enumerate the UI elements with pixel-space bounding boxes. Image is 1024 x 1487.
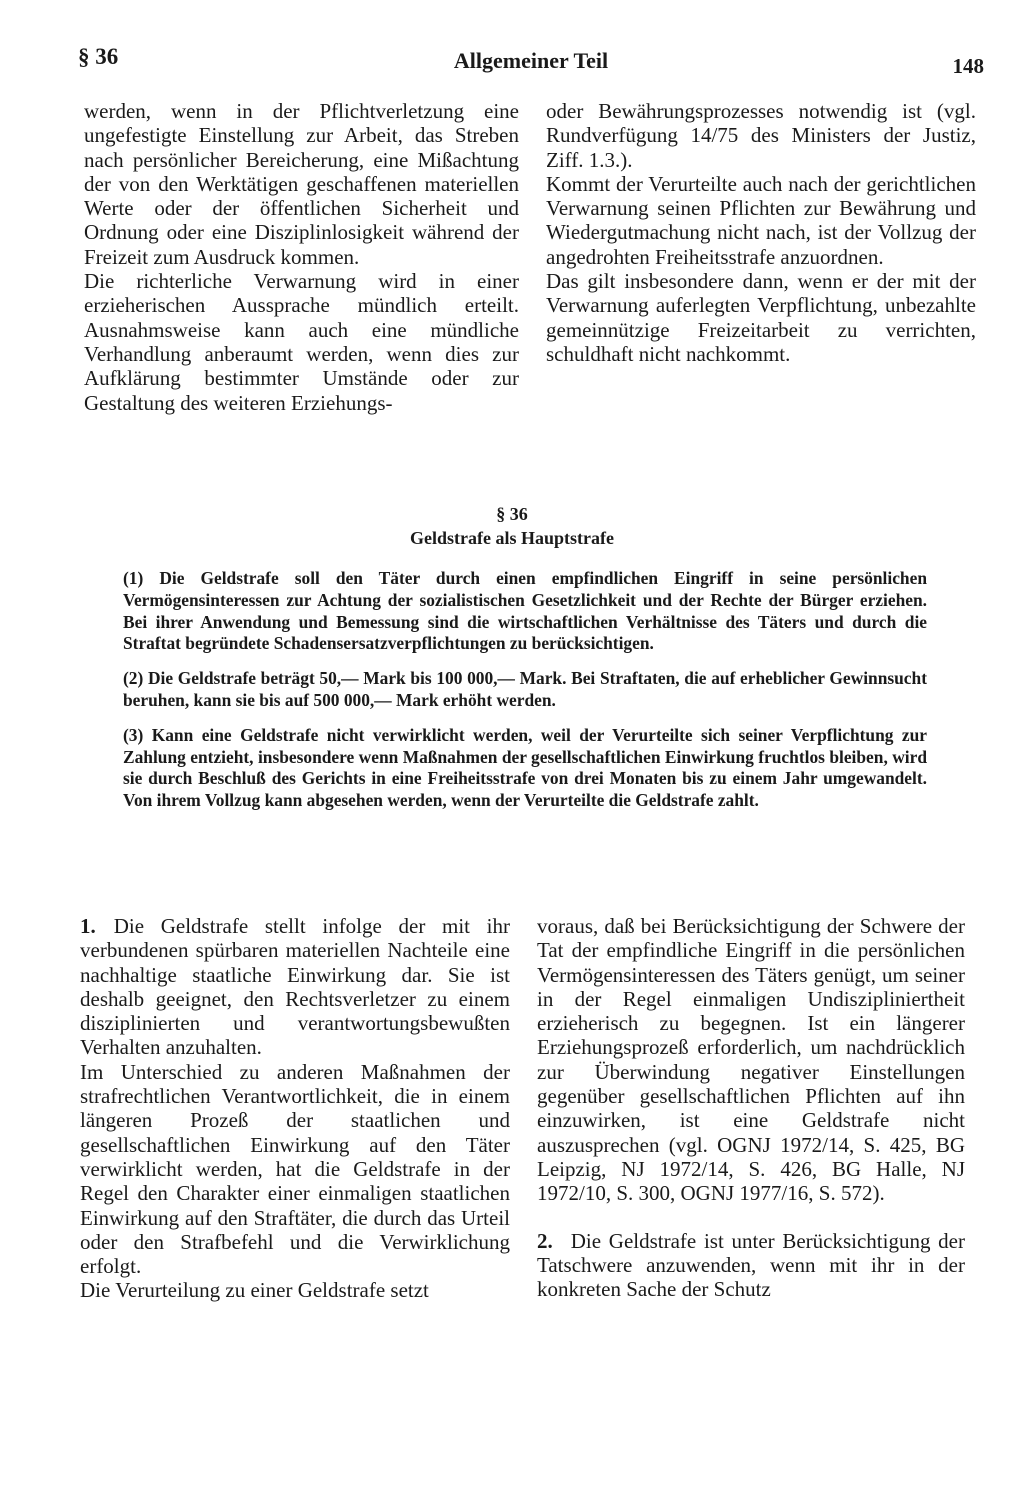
text-paragraph: Kommt der Verurteilte auch nach der gerichtlichen Verwarnung seinen Pflichten zur Bewährung und Wiedergutmachung nicht nach, ist der Vollzug der angedrohten Freiheitsstrafe anzuordnen. [546, 171, 976, 269]
commentary-text: Die Geldstrafe ist unter Berücksichtigung der Tatschwere anzuwenden, wenn mit ihr in der konkreten Sache der Schutz [537, 1228, 965, 1302]
text-paragraph: werden, wenn in der Pflichtverletzung eine ungefestigte Einstellung zur Arbeit, das Streben nach persönlicher Bereicherung, eine Mißachtung der von den Werktätigen geschaffenen materiellen Werte oder der öffentlichen Sicherheit und Ordnung oder eine Disziplinlosigkeit während der Freizeit zum Ausdruck kommen. [84, 99, 519, 269]
commentary-item-1 [80, 914, 510, 1060]
header-section-ref: § 36 [78, 44, 119, 69]
text-paragraph: Im Unterschied zu anderen Maßnahmen der strafrechtlichen Verantwortlichkeit, die in einem längeren Prozeß der staatlichen und gesellschaftlichen Einwirkung auf den Täter verwirklicht werden, hat die Geldstrafe in der Regel den Charakter einer einmaligen staatlichen Einwirkung auf den Straftäter, die durch das Urteil oder den Strafbefehl und die Verwirklichung erfolgt. [80, 1059, 510, 1279]
statute-paragraphs [123, 568, 927, 825]
text-paragraph: Das gilt insbesondere dann, wenn er der mit der Verwarnung auferlegten Verpflichtung, unbezahlte gemeinnützige Freizeitarbeit zu verrichten, schuldhaft nicht nachkommt. [546, 269, 976, 366]
section-title: Geldstrafe als Hauptstrafe [410, 528, 614, 548]
header-title: Allgemeiner Teil [453, 48, 609, 73]
top-right-column [546, 99, 976, 366]
statute-paragraph: (3) Kann eine Geldstrafe nicht verwirklicht werden, weil der Verurteilte sich seiner Verpflichtung zur Zahlung entzieht, insbesondere wenn Maßnahmen der gesellschaftlichen Einwirkung fruchtlos bleiben, wird sie durch Beschluß des Gerichts in eine Freiheitsstrafe von drei Monaten bis zu einem Jahr umgewandelt. Von ihrem Vollzug kann abgesehen werden, wenn der Verurteilte die Geldstrafe zahlt. [123, 724, 927, 811]
statute-paragraph: (1) Die Geldstrafe soll den Täter durch einen empfindlichen Eingriff in seine persönlichen Vermögensinteressen zur Achtung der sozialistischen Gesetzlichkeit und der Rechte der Bürger erziehen. Bei ihrer Anwendung und Bemessung sind die wirtschaftlichen Verhältnisse des Täters und durch die Straftat begründete Schadensersatzverpflichtungen zu berücksichtigen. [123, 568, 927, 654]
section-number: § 36 [496, 504, 528, 524]
page-number: 148 [952, 54, 984, 78]
section-heading [0, 502, 1024, 550]
commentary-text: Die Geldstrafe stellt infolge der mit ihr verbundenen spürbaren materiellen Nachteile eine nachhaltige staatliche Einwirkung dar. Sie ist deshalb geeignet, den Rechtsverletzer zu einem disziplinierten und verantwortungsbewußten Verhalten anzuhalten. [80, 914, 510, 1060]
statute-paragraph: (2) Die Geldstrafe beträgt 50,— Mark bis 100 000,— Mark. Bei Straftaten, die auf erheblicher Gewinnsucht beruhen, kann sie bis auf 500 000,— Mark erhöht werden. [123, 668, 927, 710]
commentary-left-column [80, 914, 510, 1303]
text-paragraph: voraus, daß bei Berücksichtigung der Schwere der Tat der empfindliche Eingriff in die persönlichen Vermögensinteressen des Täters genügt, um seiner in der Regel einmaligen Undiszipliniertheit erzieherisch zu begegnen. Ist ein längerer Erziehungsprozeß erforderlich, um nachdrücklich zur Überwindung negativer Einstellungen gegenüber gesellschaftlichen Pflichten auf ihn einzuwirken, ist eine Geldstrafe nicht auszusprechen (vgl. OGNJ 1972/14, S. 425, BG Leipzig, NJ 1972/14, S. 426, BG Halle, NJ 1972/10, S. 300, OGNJ 1977/16, S. 572). [537, 914, 965, 1206]
commentary-number: 2. [537, 1228, 553, 1253]
commentary-right-column [537, 914, 965, 1301]
top-left-column [84, 99, 519, 415]
text-paragraph: oder Bewährungsprozesses notwendig ist (vgl. Rundverfügung 14/75 des Ministers der Justiz, Ziff. 1.3.). [546, 99, 976, 172]
page-header [78, 44, 984, 84]
commentary-item-2 [537, 1229, 965, 1302]
text-paragraph: Die Verurteilung zu einer Geldstrafe setzt [80, 1278, 429, 1303]
commentary-number: 1. [80, 914, 96, 938]
text-paragraph: Die richterliche Verwarnung wird in einer erzieherischen Aussprache mündlich erteilt. Ausnahmsweise kann auch eine mündliche Verhandlung anberaumt werden, wenn dies zur Aufklärung bestimmter Umstände oder zur Gestaltung des weiteren Erziehungs- [84, 269, 519, 415]
